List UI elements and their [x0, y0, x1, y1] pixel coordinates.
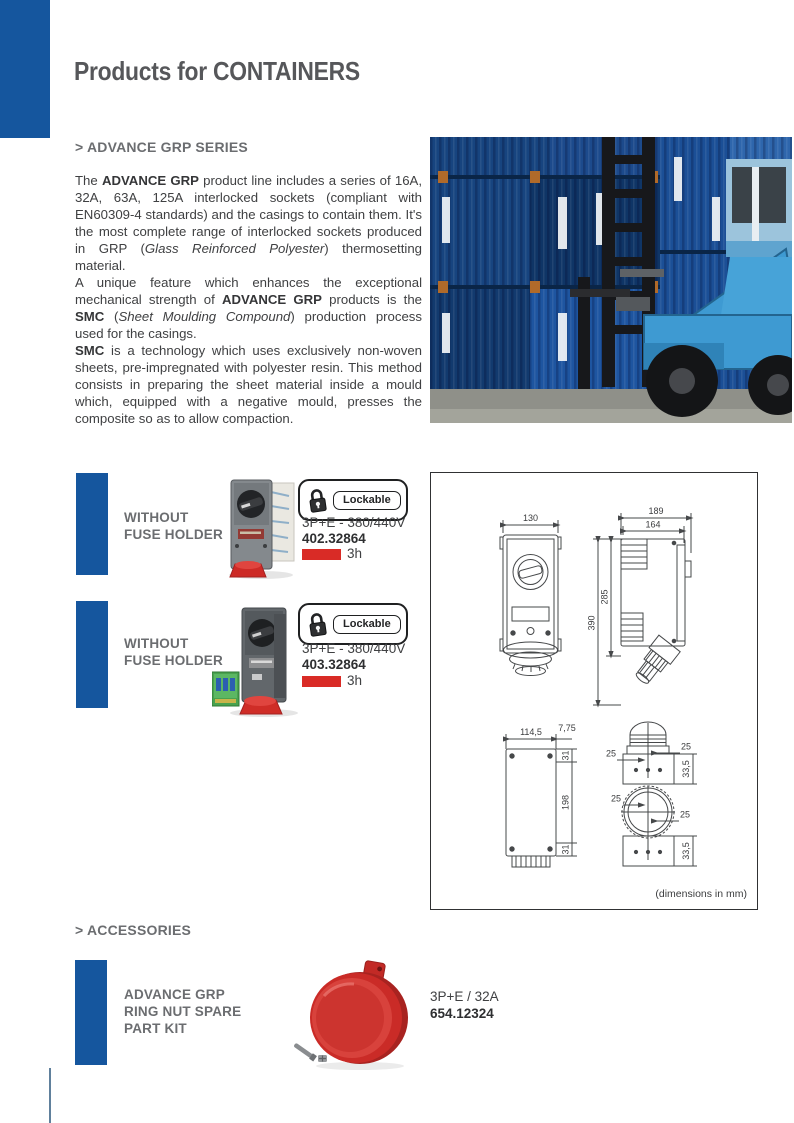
footer-rule	[49, 1068, 51, 1123]
page-title: Products for CONTAINERS	[74, 56, 360, 86]
paragraph-1: The ADVANCE GRP product line includes a series of 16A, 32A, 63A, 125A interlocked sockets (compliant with EN60309-4 standards) and the casings to contain them. It's the most complete range of interlocked sockets produced in GRP (Glass Reinforced Polyester) thermosetting material.	[75, 173, 422, 273]
interlock-red-bar	[302, 676, 341, 687]
product-code: 402.32864	[302, 531, 366, 546]
dim-top-left: 25	[605, 748, 617, 759]
row-accent-bar	[75, 960, 107, 1065]
accessory-code: 654.12324	[430, 1006, 494, 1021]
dim-front-width: 130	[522, 513, 539, 523]
interlock-red-bar	[302, 549, 341, 560]
row-accent-bar	[76, 473, 108, 575]
paragraph-3: SMC is a technology which uses exclusively non-woven sheets, pre-impregnated with polyester resin. This method consists in preparing the sheet material inside a mould which, equipped with a negative mould, presses the composite so as to allow compaction.	[75, 343, 422, 426]
dim-back-bottom-offset: 31	[560, 844, 571, 855]
product-code: 403.32864	[302, 657, 366, 672]
dimensions-note: (dimensions in mm)	[655, 888, 747, 900]
dim-back-flange: 7,75	[558, 723, 576, 733]
dim-bottom-left: 25	[610, 793, 622, 804]
accessory-spec: 3P+E / 32A	[430, 989, 499, 1004]
dim-side-overall-height: 390	[586, 615, 597, 631]
dim-side-body-width: 164	[645, 519, 661, 530]
product-label: WITHOUT FUSE HOLDER	[124, 510, 223, 542]
accessories-heading: > ACCESSORIES	[75, 922, 192, 938]
padlock-icon	[307, 611, 328, 638]
series-description	[75, 172, 422, 427]
interlock-time: 3h	[347, 546, 363, 561]
dim-side-body-height: 285	[599, 589, 610, 605]
product-spec: 3P+E - 380/440V	[302, 641, 406, 656]
product-label: WITHOUT FUSE HOLDER	[124, 636, 223, 668]
interlock-time: 3h	[347, 673, 363, 688]
accessory-label: ADVANCE GRP RING NUT SPARE PART KIT	[124, 987, 242, 1036]
dim-back-top-offset: 31	[560, 750, 571, 761]
product-spec: 3P+E - 380/440V	[302, 515, 406, 530]
accessory-photo-ring-nut-cap	[286, 956, 420, 1079]
series-heading: > ADVANCE GRP SERIES	[75, 139, 248, 155]
dim-top-height: 33,5	[681, 760, 691, 778]
dimension-drawing-box	[430, 472, 758, 910]
paragraph-2: A unique feature which enhances the exceptional mechanical strength of ADVANCE GRP products is the SMC (Sheet Moulding Compound) production process used for the casings.	[75, 275, 422, 341]
dim-back-width: 114,5	[520, 727, 542, 737]
corner-accent-block	[0, 0, 50, 138]
lockable-badge	[298, 603, 408, 645]
dim-back-height: 198	[560, 794, 571, 811]
dim-bottom-right: 25	[679, 809, 691, 820]
lockable-label: Lockable	[333, 491, 401, 510]
row-accent-bar	[76, 601, 108, 708]
dim-bottom-height: 33,5	[681, 842, 691, 860]
product-photo-interlocked-socket-pcb	[212, 600, 304, 723]
dim-side-overall-width: 189	[648, 506, 664, 516]
lockable-label: Lockable	[333, 615, 401, 634]
product-photo-interlocked-socket	[221, 476, 303, 585]
padlock-icon	[307, 487, 328, 514]
containers-photo	[430, 137, 792, 423]
technical-drawing	[431, 473, 756, 908]
dim-top-right: 25	[680, 741, 692, 752]
